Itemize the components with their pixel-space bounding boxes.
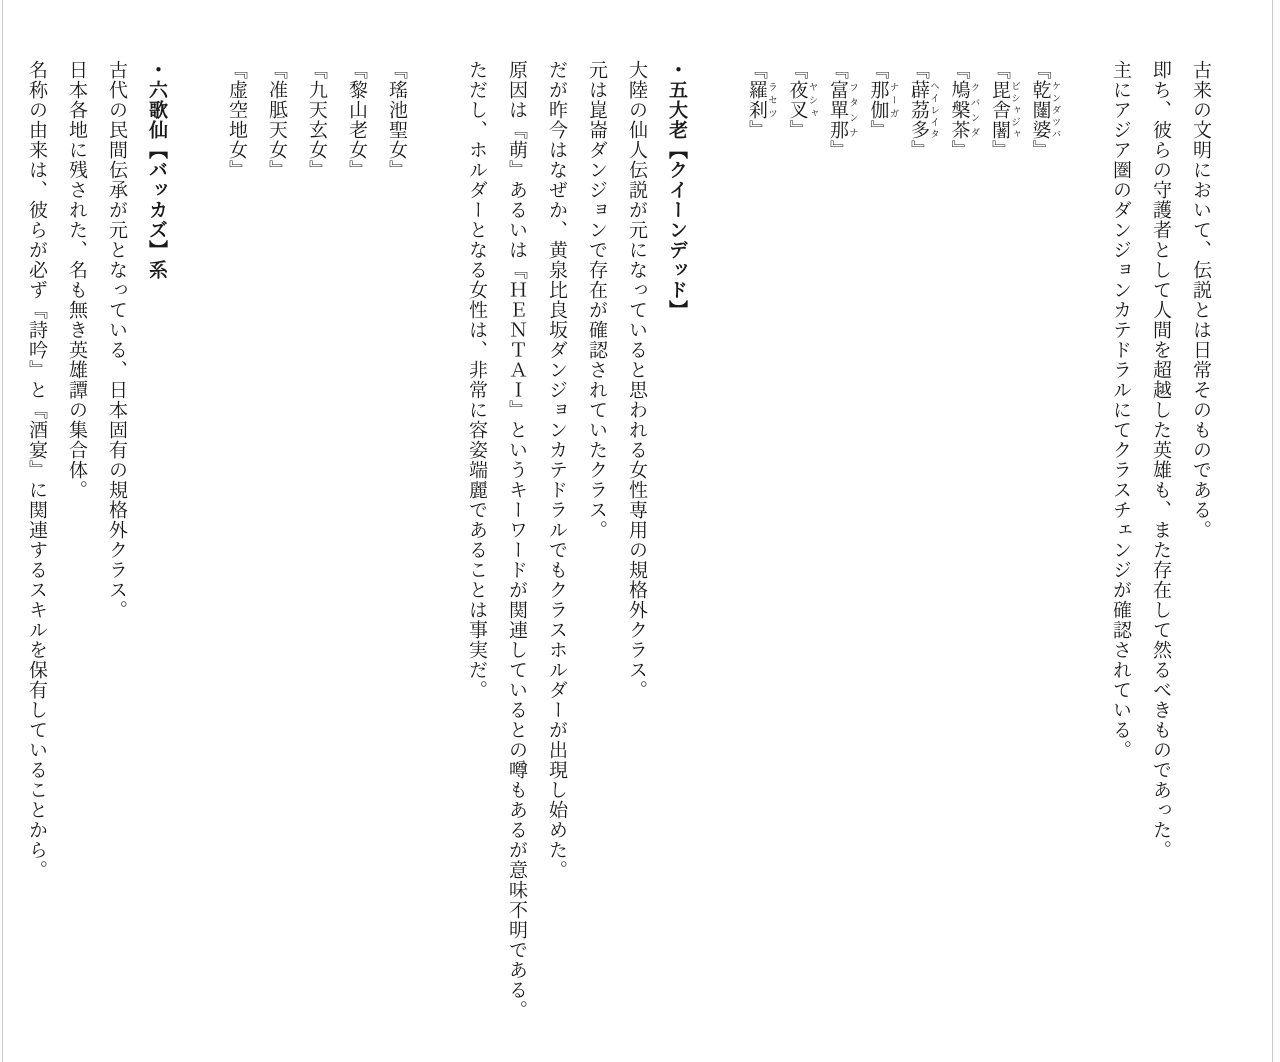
paragraph: 『黎山老女』 [346, 60, 367, 180]
paragraph: 『准胝天女』 [266, 60, 287, 180]
class-name-item [1020, 60, 1061, 1046]
name-kanji: 鳩槃茶 [948, 80, 970, 140]
paragraph: 『虚空地女』 [226, 60, 247, 180]
close-quote: 』 [746, 120, 767, 140]
name-kanji: 乾闥婆 [1029, 80, 1051, 140]
close-quote: 』 [948, 140, 970, 160]
vertical-text-flow [19, 60, 1220, 1046]
open-quote: 『 [948, 60, 970, 80]
document-page [2, 0, 1273, 1062]
ruby-annotated-name [948, 80, 980, 140]
close-quote: 』 [989, 140, 1010, 160]
paragraph: 主にアジア圏のダンジョンカテドラルにてクラスチェンジが確認されている。 [1110, 60, 1131, 760]
close-quote: 』 [1029, 140, 1051, 160]
name-kanji: 夜叉 [786, 80, 808, 120]
class-name-item [898, 60, 939, 1046]
open-quote: 『 [867, 60, 889, 80]
ruby-annotated-name [746, 80, 777, 120]
class-name-item [817, 60, 858, 1046]
ruby-annotated-name [786, 80, 818, 120]
furigana: クバンダ [968, 80, 980, 140]
open-quote: 『 [989, 60, 1010, 80]
ruby-annotated-name [867, 80, 899, 120]
paragraph: 古代の民間伝承が元となっている、日本固有の規格外クラス。 [106, 60, 127, 620]
paragraph: ただし、ホルダーとなる女性は、非常に容姿端麗であることは事実だ。 [466, 60, 487, 700]
paragraph: だが昨今はなぜか、黄泉比良坂ダンジョンカテドラルでもクラスホルダーが出現し始めた。 [546, 60, 567, 880]
blank-line [176, 60, 216, 1046]
ruby-annotated-name [908, 80, 939, 140]
furigana: ビシャジャ [1009, 80, 1020, 140]
name-kanji: 毘舎闍 [989, 80, 1010, 140]
furigana: ヤシャ [806, 80, 818, 120]
blank-line [696, 60, 736, 1046]
section-heading: ・六歌仙【バッカズ】系 [146, 60, 167, 280]
open-quote: 『 [786, 60, 808, 80]
furigana: ナーガ [887, 80, 899, 120]
name-kanji: 羅刹 [746, 80, 767, 120]
paragraph: 『瑤池聖女』 [386, 60, 407, 180]
open-quote: 『 [827, 60, 848, 80]
furigana: ラセツ [766, 80, 777, 120]
name-kanji: 那伽 [867, 80, 889, 120]
furigana: フタンナ [847, 80, 858, 140]
ruby-annotated-name [989, 80, 1020, 140]
name-kanji: 富單那 [827, 80, 848, 140]
class-name-item [777, 60, 818, 1046]
paragraph: 名称の由来は、彼らが必ず『詩吟』と『酒宴』に関連するスキルを保有していることから。 [26, 60, 47, 880]
open-quote: 『 [1029, 60, 1051, 80]
close-quote: 』 [827, 140, 848, 160]
ruby-annotated-name [827, 80, 858, 140]
close-quote: 』 [786, 120, 808, 140]
open-quote: 『 [746, 60, 767, 80]
close-quote: 』 [867, 120, 889, 140]
furigana: ヘイレイタ [928, 80, 939, 140]
ruby-annotated-name [1029, 80, 1061, 140]
open-quote: 『 [908, 60, 929, 80]
paragraph: 大陸の仙人伝説が元になっていると思われる女性専用の規格外クラス。 [626, 60, 647, 700]
class-name-item [858, 60, 899, 1046]
class-name-item [736, 60, 777, 1046]
blank-line [1060, 60, 1100, 1046]
paragraph: 日本各地に残された、名も無き英雄譚の集合体。 [66, 60, 87, 500]
paragraph: 即ち、彼らの守護者として人間を超越した英雄も、また存在して然るべきものであった。 [1150, 60, 1171, 860]
name-kanji: 薜茘多 [908, 80, 929, 140]
paragraph: 古来の文明において、伝説とは日常そのものである。 [1190, 60, 1211, 540]
paragraph: 元は崑崙ダンジョンで存在が確認されていたクラス。 [586, 60, 607, 540]
class-name-item [979, 60, 1020, 1046]
paragraph: 『九天玄女』 [306, 60, 327, 180]
furigana: ケンダツバ [1049, 80, 1061, 140]
class-name-item [939, 60, 980, 1046]
paragraph: 原因は『萌』あるいは『ＨＥＮＴＡＩ』というキーワードが関連しているとの噂もあるが意味不明である。 [506, 60, 527, 1020]
blank-line [416, 60, 456, 1046]
close-quote: 』 [908, 140, 929, 160]
section-heading: ・五大老【クイーンデッド】 [666, 60, 687, 320]
